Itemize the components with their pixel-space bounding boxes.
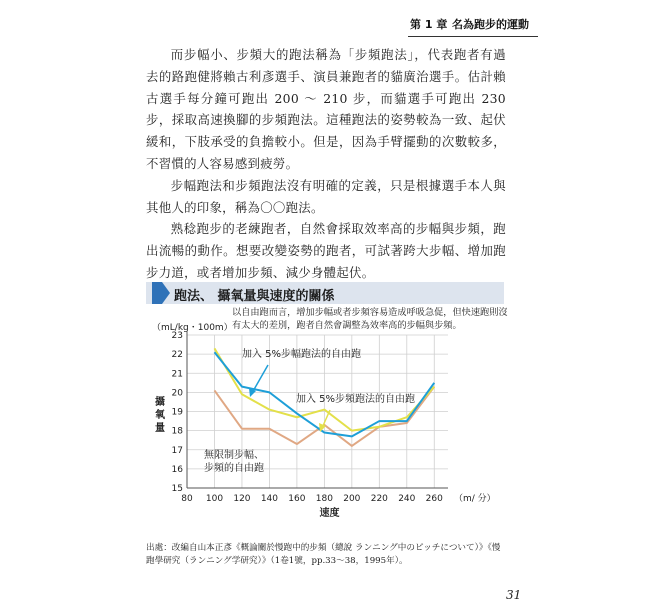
x-axis-unit: （m/ 分） bbox=[454, 494, 496, 504]
source-citation: 出處：改編自山本正彥《概論關於慢跑中的步頻（總說 ランニング中のピッチについて）》《慢跑學研究（ランニング学研究）》（1卷1號，pp.33～38，1995年）。 bbox=[146, 543, 501, 566]
y-tick-label: 15 bbox=[171, 484, 183, 494]
x-tick-label: 120 bbox=[233, 494, 251, 504]
x-tick-label: 100 bbox=[205, 494, 224, 504]
y-tick-label: 21 bbox=[171, 369, 183, 380]
x-tick-label: 80 bbox=[181, 494, 193, 504]
x-tick-label: 220 bbox=[370, 494, 388, 504]
series-label-stride: 加入 5%步幅跑法的自由跑 bbox=[242, 349, 362, 360]
x-tick-label: 140 bbox=[260, 494, 279, 504]
x-tick-label: 180 bbox=[315, 494, 333, 504]
y-axis-unit: （mL/kg・100m） bbox=[152, 323, 233, 333]
y-tick-label: 23 bbox=[171, 331, 183, 341]
y-tick-label: 20 bbox=[171, 388, 183, 399]
y-tick-label: 18 bbox=[171, 426, 183, 437]
x-axis-label: 速度 bbox=[319, 508, 340, 519]
x-tick-label: 200 bbox=[343, 494, 361, 504]
chapter-label: 第 1 章 bbox=[410, 18, 448, 31]
chapter-title: 名為跑步的運動 bbox=[452, 18, 529, 31]
page-number: 31 bbox=[506, 588, 522, 602]
x-tick-label: 240 bbox=[398, 494, 416, 504]
paragraph: 步幅跑法和步頻跑法沒有明確的定義，只是根據選手本人與其他人的印象，稱為〇〇跑法。 bbox=[146, 177, 506, 215]
x-tick-label: 160 bbox=[288, 494, 306, 504]
paragraph: 熟稔跑步的老練跑者，自然會採取效率高的步幅與步頻，跑出流暢的動作。想要改變姿勢的跑者，可試著跨大步幅、增加跑步力道，或者增加步頻、減少身體起伏。 bbox=[146, 221, 506, 280]
series-label-cadence: 加入 5%步頻跑法的自由跑 bbox=[296, 394, 416, 405]
paragraph: 而步幅小、步頻大的跑法稱為「步頻跑法」，代表跑者有過去的路跑健將賴古利彥選手、演員兼跑者的貓廣治選手。估計賴古選手每分鐘可跑出 200 ～ 210 步，而貓選手可跑出 230 步，採取高速換腳的步頻跑法。這種跑法的姿勢較為一致、起伏緩和，下肢承受的負擔較小。但是，因為手臂擺動的次數較多，不習慣的人容易感到疲勞。 bbox=[146, 47, 506, 171]
y-axis-label: 攝氧量 bbox=[155, 397, 165, 434]
y-tick-label: 19 bbox=[171, 407, 183, 418]
y-tick-label: 17 bbox=[171, 445, 183, 456]
x-tick-label: 260 bbox=[425, 494, 443, 504]
section-title: 跑法、 攝氧量與速度的關係 bbox=[174, 289, 335, 304]
chart-note: 以自由跑而言，增加步幅或者步頻容易造成呼吸急促，但快速跑則沒有太大的差別，跑者自然會調整為效率高的步幅與步頻。 bbox=[232, 307, 508, 331]
y-tick-label: 22 bbox=[171, 350, 183, 361]
y-tick-label: 16 bbox=[171, 464, 183, 475]
series-label-free: 無限制步幅、步頻的自由跑 bbox=[204, 450, 264, 474]
